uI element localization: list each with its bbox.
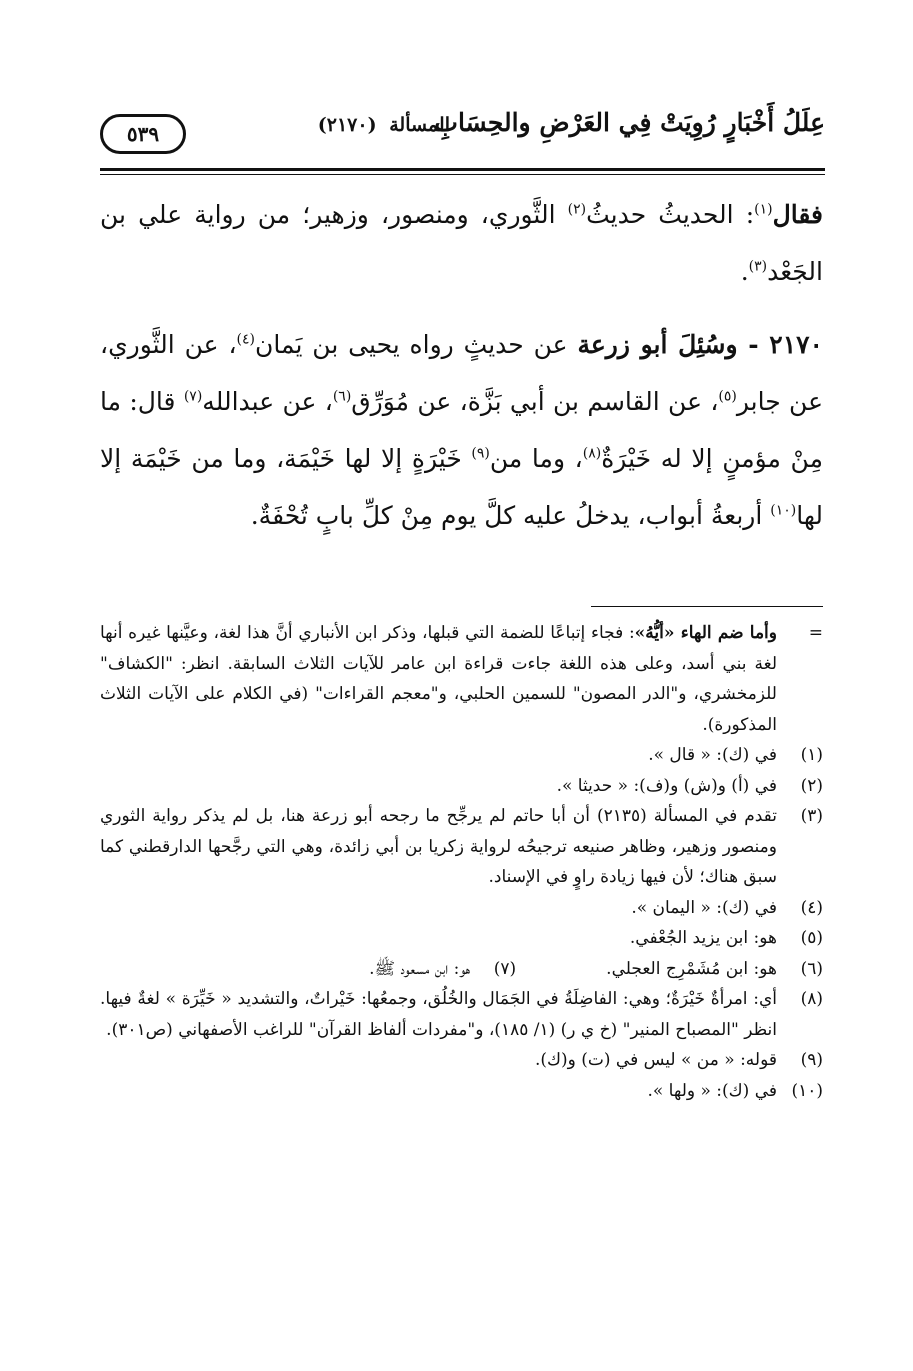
text-span: . <box>740 257 749 286</box>
running-title: عِلَلُ أَخْبَارٍ رُوِيَتْ فِي العَرْضِ والحِسَابِ <box>434 108 825 137</box>
issue-number: (٢١٧٠) <box>317 114 377 136</box>
text-span: ، عن عبدالله <box>202 387 333 416</box>
footnote-ref-8[interactable]: (٨) <box>582 445 602 462</box>
running-header <box>100 104 825 164</box>
footnote-mark: (٦) <box>800 958 823 979</box>
footnote-separator <box>591 606 823 607</box>
footnote-body: : فجاء إتباعًا للضمة التي قبلها، وذكر ابن الأنباري أنَّ هذا لغة، وعيَّنها غيره أنها لغة بني أسد، وعلى هذه اللغة جاءت قراءة ابن عامر للآيات الثلاث السابقة. انظر: "الكشاف" للزمخشري، و"الدر المصون" للسمين الحلبي، و"معجم القراءات" (في الكلام على الآيات الثلاث المذكورة). <box>100 623 777 735</box>
text-span: ، عن القاسم بن أبي بَزَّة، عن مُوَرِّق <box>351 387 719 416</box>
footnote-8 <box>100 984 823 1045</box>
footnote-mark: (١) <box>800 745 823 765</box>
footnote-text: في (أ) و(ش) و(ف): « حديثا ». <box>556 775 777 796</box>
footnote-1 <box>100 740 823 771</box>
text-span: خَيْرَةٍ إلا لها خَيْمَة، وما من خَيْمَة إلا لها <box>100 444 823 530</box>
footnote-ref-9[interactable]: (٩) <box>471 445 490 462</box>
footnote-mark: (٩) <box>800 1050 823 1070</box>
footnote-ref-2[interactable]: (٢) <box>567 201 587 218</box>
footnote-ref-7[interactable]: (٧) <box>183 388 203 405</box>
issue-label-text: المسألة <box>389 114 450 136</box>
footnote-text: في (ك): « ولها ». <box>647 1080 777 1101</box>
footnote-mark: (٣) <box>800 806 823 826</box>
footnote-text: أي: امرأةٌ خَيْرَةٌ؛ وهي: الفاضِلَةُ في الجَمَال والخُلُق، وجمعُها: خَيْراتٌ، والتشديد « خَيِّرَة » لغةٌ فيها. انظر "المصباح المنير" (خ ي ر) (١/ ١٨٥)، و"مفردات ألفاظ القرآن" للراغب الأصفهاني (ص٣٠١). <box>100 989 777 1040</box>
header-rule-thick <box>100 168 825 171</box>
text-span: قال: ما مِنْ مؤمنٍ إلا له خَيْرَةٌ <box>100 387 823 473</box>
footnote-mark: (٥) <box>800 928 823 948</box>
footnote-ref-5[interactable]: (٥) <box>718 388 737 405</box>
footnote-text: تقدم في المسألة (٢١٣٥) أن أبا حاتم لم يرجِّح ما رجحه أبو زرعة هنا، بل لم يذكر رواية الثوري ومنصور وزهير، وظاهر صنيعه ترجيحُه لرواية زكريا بن أبي زائدة، وهي التي رجَّحها الدارقطني كما سبق هناك؛ لأن فيها زيادة راوٍ في الإسناد. <box>100 806 777 887</box>
footnote-pair-6-7 <box>100 954 823 985</box>
footnote-mark: (١٠) <box>791 1080 823 1101</box>
footnote-ref-6[interactable]: (٦) <box>332 388 352 405</box>
footnote-ref-3[interactable]: (٣) <box>748 258 768 275</box>
text-span: : الحديثُ حديثُ <box>586 200 755 229</box>
footnote-text: هو: ابن مُشَمْرِج العجلي. <box>606 958 777 979</box>
text-span: فقال <box>772 200 823 229</box>
footnote-text: قوله: « من » ليس في (ت) و(ك). <box>534 1050 777 1070</box>
paragraph-issue-2170 <box>100 316 823 544</box>
footnote-4 <box>100 893 823 924</box>
footnote-text: في (ك): « قال ». <box>648 745 777 765</box>
footnote-mark: (٤) <box>800 897 823 918</box>
footnote-9 <box>100 1045 823 1076</box>
footnote-mark: (٨) <box>800 989 823 1009</box>
footnote-mark: = <box>808 623 823 643</box>
header-rule-thin <box>100 174 825 175</box>
footnote-text <box>100 618 777 740</box>
footnote-text: هو: ابن مسعود ﷺ. <box>369 958 471 979</box>
footnote-3 <box>100 801 823 893</box>
text-span: أربعةُ أبواب، يدخلُ عليه كلَّ يوم مِنْ كلِّ بابٍ تُحْفَةٌ. <box>250 501 771 530</box>
page-number-badge: ٥٣٩ <box>100 114 186 154</box>
footnote-6 <box>606 954 823 985</box>
footnotes <box>100 618 823 1106</box>
text-span: ، عن الثَّوري، عن جابر <box>100 330 823 416</box>
footnote-lead: وأما ضم الهاء «أيُّهُ» <box>634 623 777 643</box>
footnote-2 <box>100 771 823 802</box>
main-text <box>100 186 823 544</box>
text-span: عن حديثٍ رواه يحيى بن يَمان <box>255 330 578 359</box>
text-span: ، وما من <box>489 444 583 473</box>
footnote-5 <box>100 923 823 954</box>
issue-lead: ٢١٧٠ - وسُئِلَ أبو زرعة <box>577 330 823 359</box>
text-span: الثَّوري، ومنصور، وزهير؛ من رواية علي بن الجَعْد <box>100 200 823 286</box>
footnote-ref-10[interactable]: (١٠) <box>770 502 797 519</box>
footnote-mark: (٧) <box>493 958 517 979</box>
footnote-ref-4[interactable]: (٤) <box>236 331 256 348</box>
footnote-10 <box>100 1076 823 1107</box>
paragraph-answer <box>100 186 823 300</box>
issue-label <box>318 114 450 136</box>
footnote-mark: (٢) <box>800 775 823 796</box>
footnote-continuation <box>100 618 823 740</box>
footnote-7 <box>369 954 516 985</box>
footnote-ref-1[interactable]: (١) <box>754 201 773 218</box>
footnote-text: في (ك): « اليمان ». <box>631 897 777 918</box>
footnote-text: هو: ابن يزيد الجُعْفي. <box>629 928 777 948</box>
